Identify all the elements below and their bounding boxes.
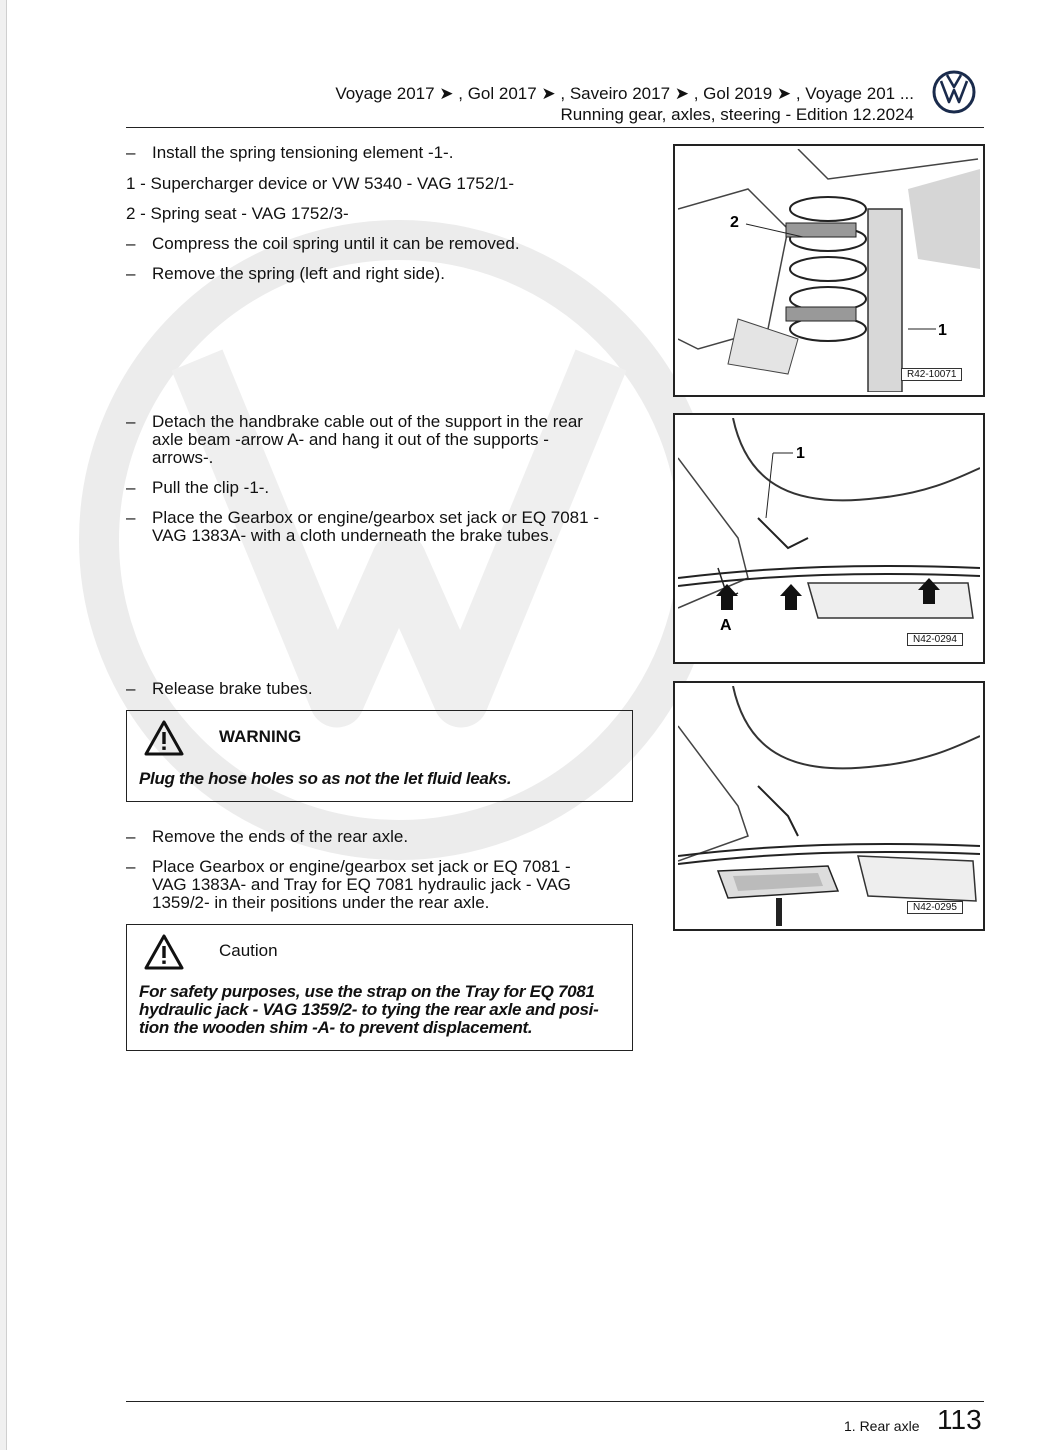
figure-ref-code: N42-0294 (907, 633, 963, 646)
warning-text: Plug the hose holes so as not the let fluid leaks. (139, 769, 512, 788)
header-manual-title: Running gear, axles, steering - Edition 12.2024 (560, 105, 914, 124)
spring-compressor-illustration (678, 149, 980, 392)
legend-item-2: 2 - Spring seat - VAG 1752/3- (126, 204, 349, 223)
caution-box (126, 924, 633, 1051)
figure-ref-code: N42-0295 (907, 901, 963, 914)
handbrake-cable-illustration (678, 418, 980, 659)
warning-triangle-icon (143, 719, 185, 757)
callout-A: A (720, 617, 732, 634)
manual-page: Voyage 2017 ➤ , Gol 2017 ➤ , Saveiro 2017 ➤ , Gol 2019 ➤ , Voyage 201 ... Running gear, axles, steering - Edition 12.2024 – Install the spring tensioning element -1-. 1 - Supercharger device or VW 5340 - VAG 1752/1- 2 - Spring seat - VAG 1752/3- – Compress the coil spring until it can be removed. – Remove the spring (left and right side). – Detach the handbrake cable out of the support in the rear axle beam -arrow A- and hang it out of the supports -arrows-. – Pull the clip -1-. – Place the Gearbox or engine/gearbox set jack or EQ 7081 - VAG 1383A- with a cloth underneath the brake tubes. – Release brake tubes. WARNING Plug the hose holes so as not the let fluid leaks. – Remove the ends of the rear axle. – Place Gearbox or engine/gearbox set jack or EQ 7081 - VAG 1383A- and Tray for EQ 7081 hydraulic jack - VAG 1359/2- in their positions under the rear axle. Caution For safety purposes, use the strap on the Tray for EQ 7081 hydraulic jack - VAG 1359/2- to tying the rear axle and posi- tion the wooden shim -A- to prevent displacement. 2 1 R42-10071 1 A N42-0294 N42-0295 1. Rear axle 113 (6, 0, 1060, 1450)
jack-tray-illustration (678, 686, 980, 926)
callout-1: 1 (938, 322, 947, 339)
warning-box (126, 710, 633, 802)
caution-title: Caution (219, 941, 278, 960)
footer-rule (126, 1401, 984, 1402)
figure-jack-tray (673, 681, 985, 931)
vw-logo-icon (932, 70, 976, 114)
caution-triangle-icon (143, 933, 185, 971)
page-number: 113 (937, 1404, 982, 1435)
caution-text: For safety purposes, use the strap on the Tray for EQ 7081 hydraulic jack - VAG 1359/2- to tying the rear axle and posi- tion the wooden shim -A- to prevent displacement. (139, 982, 599, 1037)
header-rule (126, 127, 984, 128)
legend-item-1: 1 - Supercharger device or VW 5340 - VAG 1752/1- (126, 174, 515, 193)
footer-chapter: 1. Rear axle (844, 1418, 920, 1434)
header-models: Voyage 2017 ➤ , Gol 2017 ➤ , Saveiro 2017 ➤ , Gol 2019 ➤ , Voyage 201 ... (335, 84, 914, 103)
warning-title: WARNING (219, 727, 302, 746)
figure-ref-code: R42-10071 (901, 368, 962, 381)
callout-2: 2 (730, 214, 739, 231)
figure-spring-compressor (673, 144, 985, 397)
figure-handbrake-cable (673, 413, 985, 664)
callout-1: 1 (796, 445, 805, 462)
